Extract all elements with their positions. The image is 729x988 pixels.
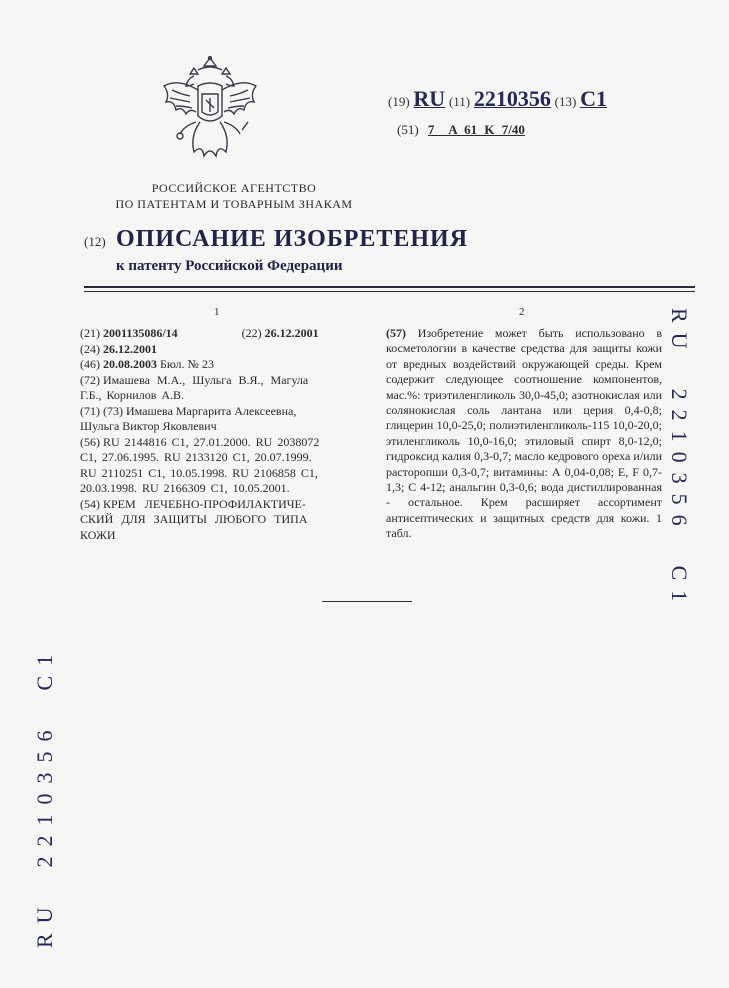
pub-code: (46) (80, 357, 100, 371)
bibliographic-data (80, 326, 352, 543)
abstract-text: Изобретение может быть использовано в косметологии в качестве средства для защиты кожи от вредных воздействий окружающей среды. Крем содержит следующее соотношение компонентов, мас.%: триэтиленгликоль 30,0-45,0; азотнокислая или солянокислая соль лантана или церия 0,4-0,8; глицерин 10,0-25,0; полиэтиленгликоль-115 10,0-20,0; этиленгликоль 10,0-16,0; этиловый спирт 8,0-12,0; гидроксид калия 0,3-0,7; масло кедрового ореха и/или расторопши 0,3-0,7; витамины: А 0,04-0,08; Е, F 0,7-1,3; С 4-12; анальгин 0,3-0,6; вода дистиллированная - остальное. Крем расширяет ассортимент антисептических и защитных средств для кожи. 1 табл. (386, 326, 662, 541)
publication-row (80, 357, 352, 373)
abstract (386, 326, 662, 542)
abstract-code: (57) (386, 326, 406, 340)
pub-bulletin: Бюл. № 23 (160, 357, 214, 371)
inventors-row-2: Г.Б., Корнилов А.В. (80, 388, 185, 402)
title-line-1: КРЕМ ЛЕЧЕБНО-ПРОФИЛАКТИЧЕ- (103, 496, 306, 511)
country-code: RU (413, 86, 446, 111)
document-subtitle: к патенту Российской Федерации (116, 258, 343, 274)
patent-number: 2210356 (473, 86, 551, 111)
patent-number-line (388, 86, 607, 112)
owners-line-1: Имашева Маргарита Алексеевна, (125, 403, 297, 418)
code-11: (11) (448, 94, 471, 109)
filed-date: 26.12.2001 (264, 326, 319, 340)
start-date: 26.12.2001 (103, 341, 157, 356)
ipc-class: 7 A 61 K 7/40 (427, 122, 525, 137)
side-country: RU (667, 308, 692, 359)
document-title: ОПИСАНИЕ ИЗОБРЕТЕНИЯ (116, 226, 469, 252)
inventors-code: (72) (80, 372, 100, 387)
description-code: (12) (84, 234, 106, 249)
agency-line-1: РОССИЙСКОЕ АГЕНТСТВО (151, 181, 317, 195)
app-code: (21) (80, 326, 100, 340)
side-label-left (32, 644, 58, 948)
owners-row-2: Шульга Виктор Яковлевич (80, 419, 217, 433)
start-code: (24) (80, 341, 100, 356)
column-number-left: 1 (214, 306, 220, 318)
owners-code: (71) (73) (80, 403, 123, 418)
side-number: 2210356 (667, 388, 692, 536)
column-number-right: 2 (519, 306, 525, 318)
refs-line-1: RU 2144816 C1, 27.01.2000. RU 2038072 (103, 434, 320, 449)
code-19: (19) (388, 94, 410, 109)
inventors-row (80, 373, 352, 389)
ipc-line (397, 122, 525, 138)
references-row-2: C1, 27.06.1995. RU 2133120 C1, 20.07.1999. (80, 450, 312, 464)
coat-of-arms-emblem (160, 56, 260, 168)
side-label-right (666, 308, 692, 612)
side-kind-left: C1 (32, 644, 57, 691)
references-row-3: RU 2110251 C1, 10.05.1998. RU 2106858 C1, (80, 465, 318, 480)
end-rule (322, 601, 412, 602)
code-51: (51) (397, 122, 419, 137)
header-rule-thin (84, 291, 695, 292)
owners-row (80, 404, 352, 420)
references-row-4: 20.03.1998. RU 2166309 C1, 10.05.2001. (80, 481, 290, 495)
header-rule (84, 286, 695, 288)
inventors-line-1: Имашева М.А., Шульга В.Я., Магула (103, 372, 309, 387)
filed-code: (22) (241, 326, 262, 340)
start-date-row (80, 342, 352, 358)
side-kind: C1 (667, 565, 692, 612)
title-row-2: СКИЙ ДЛЯ ЗАЩИТЫ ЛЮБОГО ТИПА (80, 512, 308, 526)
pub-date: 20.08.2003 (103, 357, 157, 371)
title-row-3: КОЖИ (80, 527, 116, 542)
side-number-left: 2210356 (32, 720, 57, 868)
application-row (80, 326, 352, 342)
code-13: (13) (554, 94, 577, 109)
agency-name (84, 180, 384, 212)
refs-code: (56) (80, 434, 100, 449)
side-country-left: RU (32, 897, 57, 948)
kind-code: C1 (580, 86, 607, 111)
app-number: 2001135086/14 (103, 326, 178, 340)
title-code: (54) (80, 496, 100, 511)
title-row (80, 497, 352, 513)
references-row (80, 435, 352, 451)
agency-line-2: ПО ПАТЕНТАМ И ТОВАРНЫМ ЗНАКАМ (115, 197, 353, 211)
